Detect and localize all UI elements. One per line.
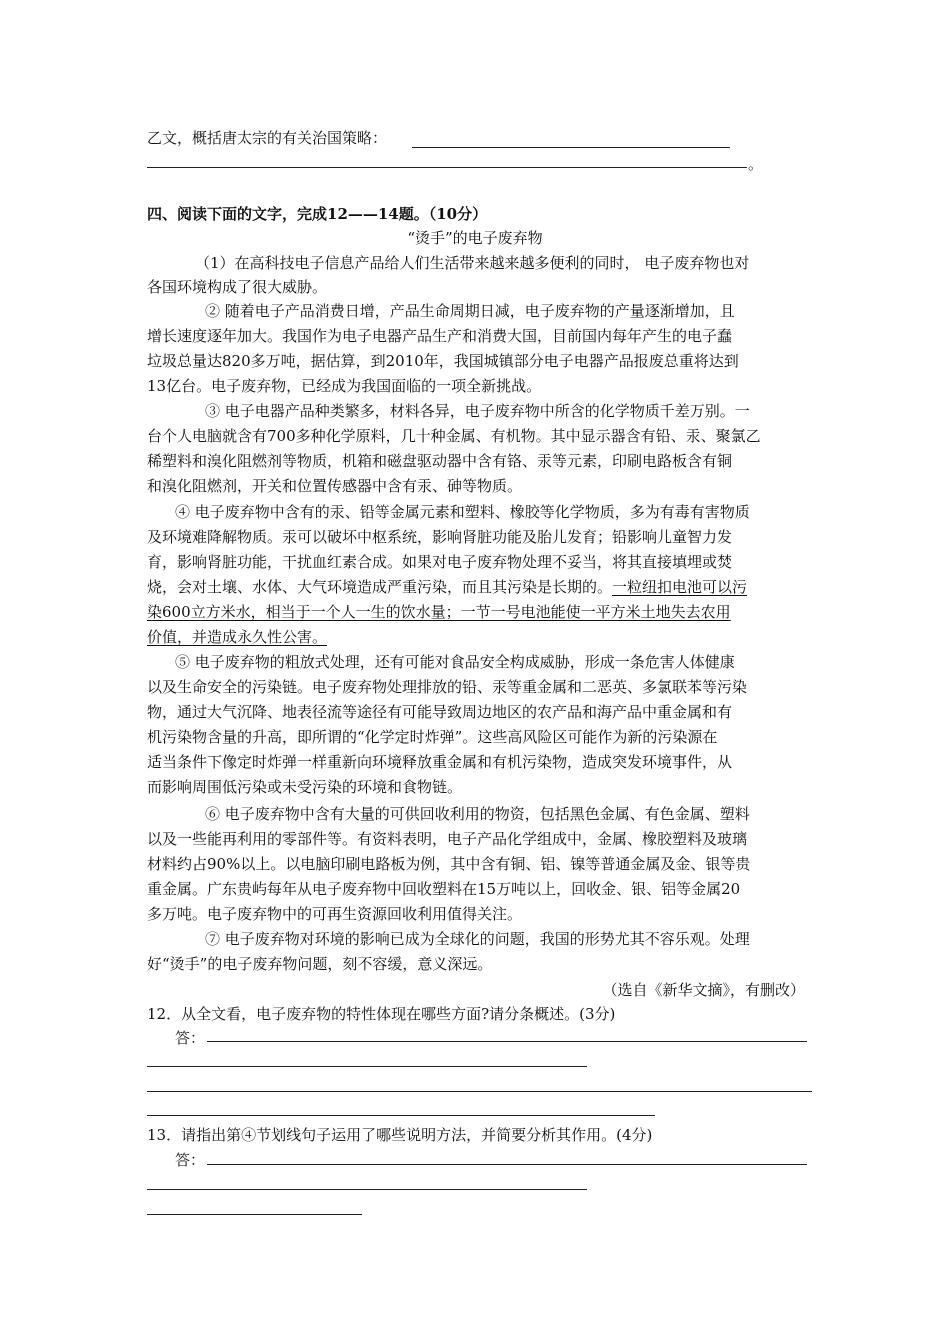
article-line: ② 随着电子产品消费日增，产品生命周期日减，电子废弃物的产量逐渐增加，且 — [205, 302, 735, 320]
article-title: “烫手”的电子废弃物 — [407, 229, 543, 247]
answer-label: 答： — [175, 1029, 206, 1047]
source-citation: （选自《新华文摘》，有删改） — [602, 981, 805, 999]
answer-line[interactable] — [207, 1041, 807, 1042]
article-line: 增长速度逐年加大。我国作为电子电器产品生产和消费大国，目前国内每年产生的电子蠢 — [147, 327, 733, 345]
article-line: 以及一些能再利用的零部件等。有资料表明，电子产品化学组成中，金属、橡胶塑料及玻璃 — [147, 830, 748, 848]
answer-line[interactable] — [147, 167, 747, 168]
article-line: ⑤ 电子废弃物的粗放式处理，还有可能对食品安全构成威胁，形成一条危害人体健康 — [175, 653, 735, 671]
answer-line[interactable] — [147, 1066, 587, 1067]
article-text: 烧，会对土壤、水体、大气环境造成严重污染，而且其污染是长期的。 — [147, 578, 613, 596]
article-line: 适当条件下像定时炸弹一样重新向环境释放重金属和有机污染物，造成突发环境事件，从 — [147, 753, 733, 771]
answer-line[interactable] — [147, 1091, 812, 1092]
article-line: 材料约占90%以上。以电脑印刷电路板为例，其中含有铜、铝、镍等普通金属及金、银等贵 — [147, 855, 751, 873]
article-line: ③ 电子电器产品种类繁多，材料各异，电子废弃物中所含的化学物质千差万别。一 — [205, 402, 750, 420]
article-line: 而影响周围低污染或未受污染的环境和食物链。 — [147, 778, 463, 796]
answer-line[interactable] — [147, 1115, 655, 1116]
article-line: 好“烫手”的电子废弃物问题，刻不容缓，意义深远。 — [147, 955, 493, 973]
article-line: 台个人电脑就含有700多种化学原料，几十种金属、有机物。其中显示器含有铅、汞、聚氯乙 — [147, 427, 761, 445]
article-line: 物，通过大气沉降、地表径流等途径有可能导致周边地区的农产品和海产品中重金属和有 — [147, 703, 733, 721]
article-line — [147, 577, 747, 597]
article-line: 垃圾总量达820多万吨，据估算，到2010年，我国城镇部分电子电器产品报废总重将达到 — [147, 352, 739, 370]
answer-line[interactable] — [412, 147, 730, 148]
article-line: ④ 电子废弃物中含有的汞、铅等金属元素和塑料、橡胶等化学物质，多为有毒有害物质 — [175, 503, 750, 521]
article-line: 稀塑料和溴化阻燃剂等物质，机箱和磁盘驱动器中含有铬、汞等元素，印刷电路板含有铜 — [147, 452, 733, 470]
line-end-period: 。 — [748, 155, 764, 173]
answer-label: 答： — [175, 1151, 206, 1169]
article-line: 和溴化阻燃剂，开关和位置传感器中含有汞、砷等物质。 — [147, 477, 523, 495]
article-line: 机污染物含量的升高，即所谓的“化学定时炸弹”。这些高风险区可能作为新的污染源在 — [147, 728, 718, 746]
question-12: 12．从全文看，电子废弃物的特性体现在哪些方面?请分条概述。(3分) — [147, 1005, 616, 1023]
article-line: 13亿台。电子废弃物，已经成为我国面临的一项全新挑战。 — [147, 377, 542, 395]
underlined-sentence: 价值，并造成永久性公害。 — [147, 628, 328, 646]
section-heading: 四、阅读下面的文字，完成12——14题。（10分） — [147, 205, 488, 223]
article-line: 育，影响肾脏功能，干扰血红素合成。如果对电子废弃物处理不妥当，将其直接填埋或焚 — [147, 553, 733, 571]
article-line: 重金属。广东贵屿每年从电子废弃物中回收塑料在15万吨以上，回收金、银、铝等金属20 — [147, 880, 741, 898]
article-line: ⑦ 电子废弃物对环境的影响已成为全球化的问题，我国的形势尤其不容乐观。处理 — [205, 930, 750, 948]
answer-line[interactable] — [147, 1189, 587, 1190]
article-line: 各国环境构成了很大威胁。 — [147, 278, 328, 296]
article-line: 以及生命安全的污染链。电子废弃物处理排放的铅、汞等重金属和二恶英、多氯联苯等污染 — [147, 678, 748, 696]
underlined-sentence: 染600立方米水，相当于一个人一生的饮水量；一节一号电池能使一平方米土地失去农用 — [147, 603, 731, 621]
top-prompt: 乙文，概括唐太宗的有关治国策略： — [147, 129, 388, 147]
article-line: 及环境难降解物质。汞可以破坏中枢系统，影响肾脏功能及胎儿发育；铅影响儿童智力发 — [147, 528, 733, 546]
article-line: 多万吨。电子废弃物中的可再生资源回收利用值得关注。 — [147, 905, 523, 923]
article-line: （1）在高科技电子信息产品给人们生活带来越来越多便利的同时， 电子废弃物也对 — [195, 254, 750, 272]
answer-line[interactable] — [147, 1214, 362, 1215]
underlined-sentence: 一粒纽扣电池可以污 — [612, 578, 748, 596]
answer-line[interactable] — [207, 1164, 807, 1165]
question-13: 13．请指出第④节划线句子运用了哪些说明方法，并简要分析其作用。(4分) — [147, 1126, 653, 1144]
article-line: ⑥ 电子废弃物中含有大量的可供回收利用的物资，包括黑色金属、有色金属、塑料 — [205, 805, 750, 823]
